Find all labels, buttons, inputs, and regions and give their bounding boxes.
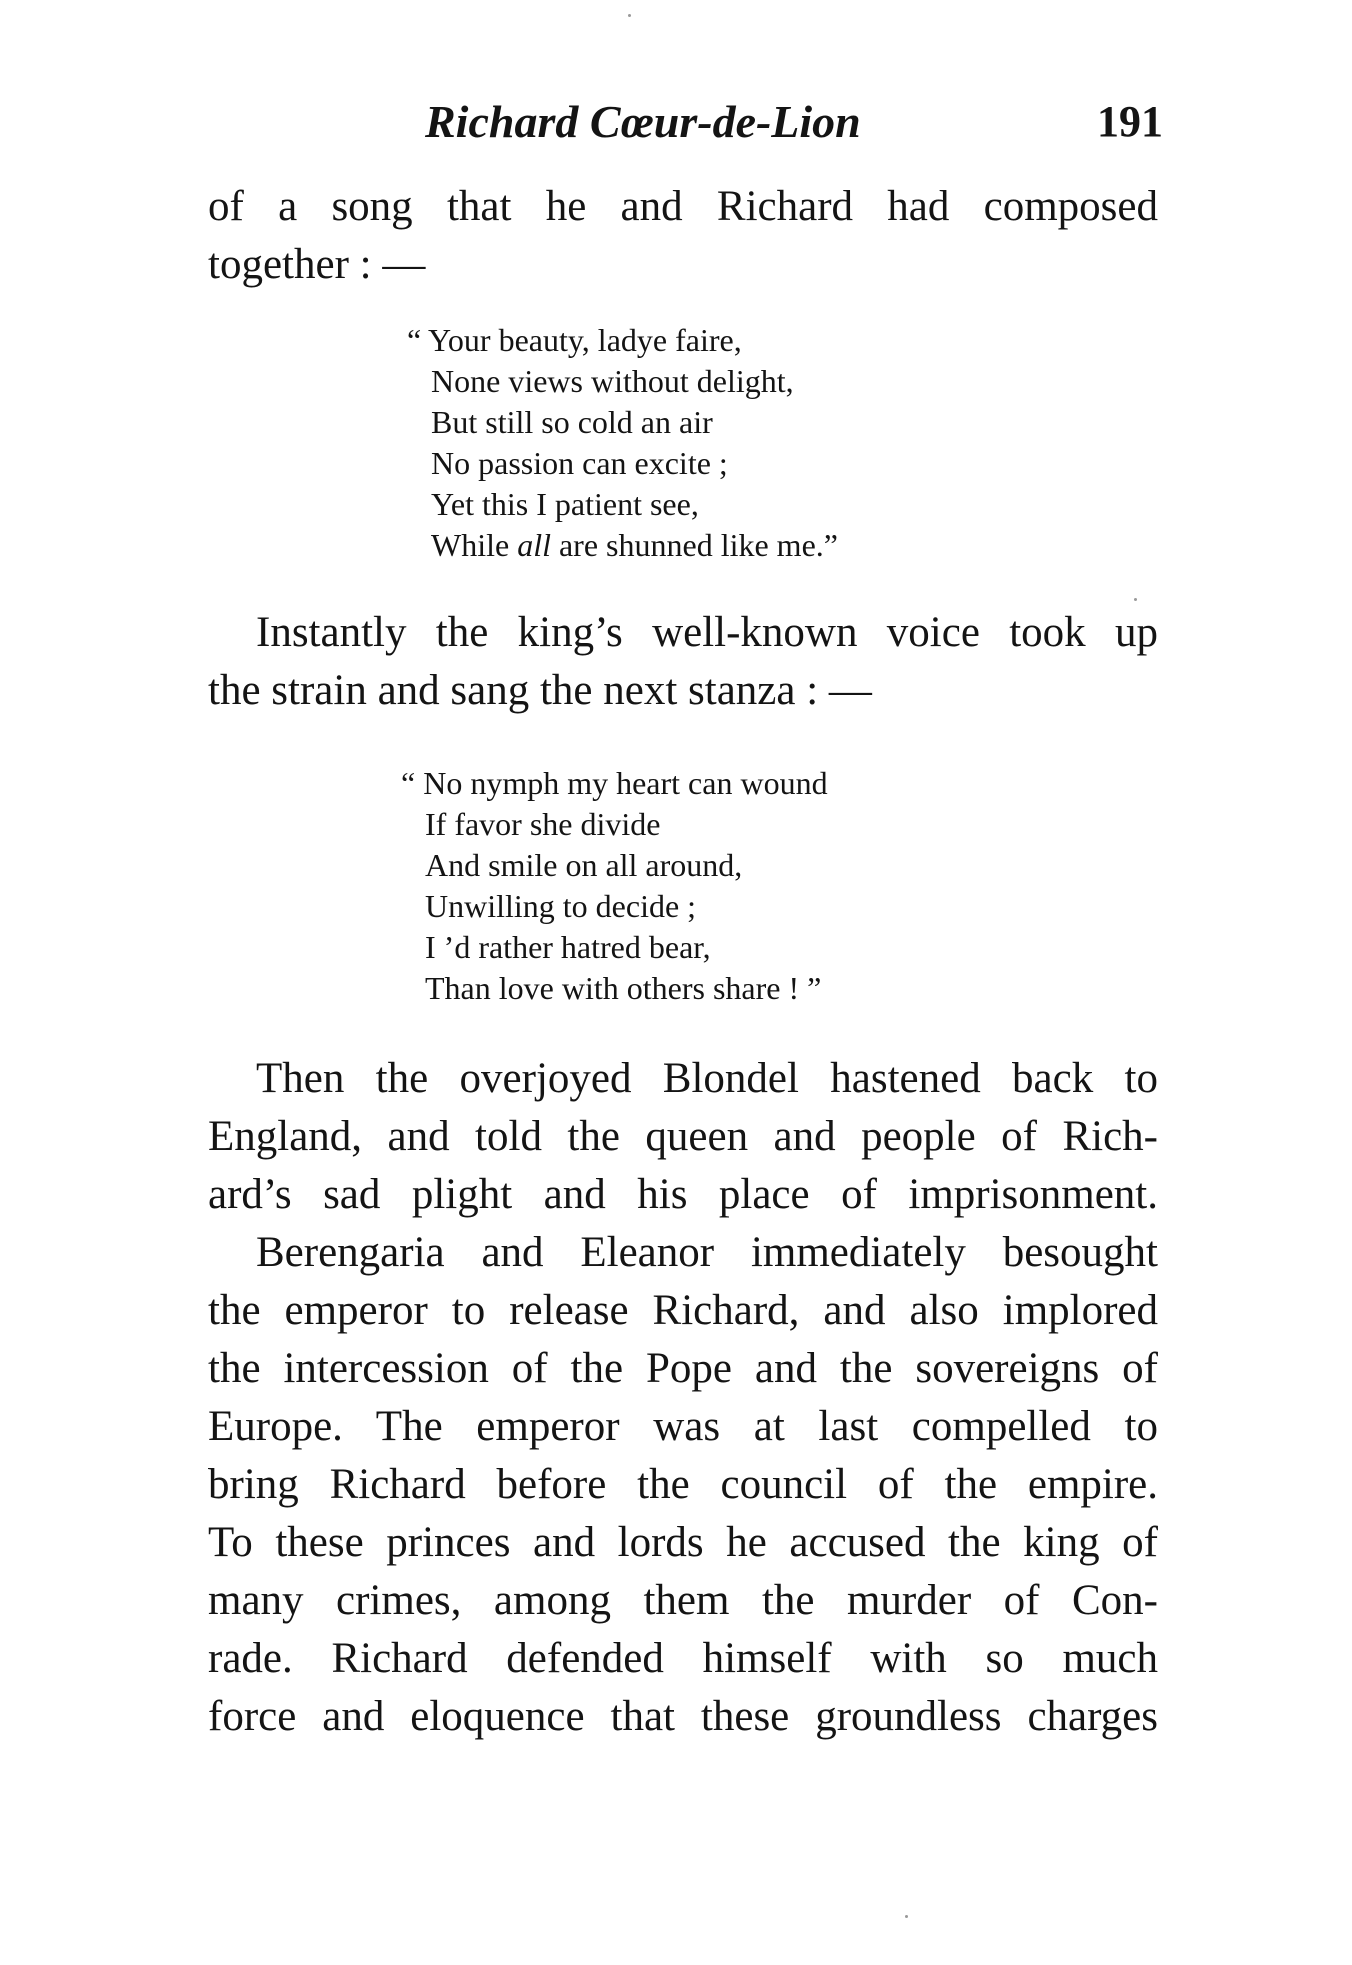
verse-stanza-1 [407,320,838,566]
scan-speck [905,1915,908,1918]
text-line: bring Richard before the council of the empire. [208,1461,1158,1508]
verse-line: But still so cold an air [431,404,713,440]
verse-line: I ’d rather hatred bear, [425,929,711,965]
page-number: 191 [1097,97,1163,146]
verse-line: Unwilling to decide ; [425,888,697,924]
verse-text: are shunned like me.” [550,527,838,563]
text-line: the emperor to release Richard, and also implored [208,1287,1158,1334]
verse-line: Than love with others share ! ” [425,970,822,1006]
verse-line: “ No nymph my heart can wound [401,765,828,801]
verse-italic-word: all [517,527,551,563]
verse-line: Yet this I patient see, [431,486,699,522]
text-line: the intercession of the Pope and the sovereigns of [208,1345,1158,1392]
scan-speck [628,14,631,17]
scan-speck [1134,598,1137,601]
text-line: the strain and sang the next stanza : — [208,667,872,714]
text-line: ard’s sad plight and his place of imprisonment. [208,1171,1158,1218]
verse-line [407,525,838,566]
text-line: force and eloquence that these groundless charges [208,1693,1158,1740]
text-line: Instantly the king’s well-known voice took up [256,609,1158,656]
verse-stanza-2 [401,763,828,1009]
text-line: England, and told the queen and people of Rich- [208,1113,1158,1160]
verse-text: While [431,527,518,563]
verse-line: “ Your beauty, ladye faire, [407,322,742,358]
text-line: Then the overjoyed Blondel hastened back to [256,1055,1158,1102]
text-line: To these princes and lords he accused the king of [208,1519,1158,1566]
verse-line: No passion can excite ; [431,445,728,481]
text-line: rade. Richard defended himself with so much [208,1635,1158,1682]
text-line: many crimes, among them the murder of Con- [208,1577,1158,1624]
running-title: Richard Cœur-de-Lion [425,96,861,147]
running-head [205,92,1163,152]
text-line: Europe. The emperor was at last compelled to [208,1403,1158,1450]
text-line: together : — [208,241,426,288]
verse-line: None views without delight, [431,363,794,399]
verse-line: And smile on all around, [425,847,743,883]
text-line: Berengaria and Eleanor immediately besought [256,1229,1158,1276]
verse-line: If favor she divide [425,806,661,842]
text-line: of a song that he and Richard had composed [208,183,1158,230]
